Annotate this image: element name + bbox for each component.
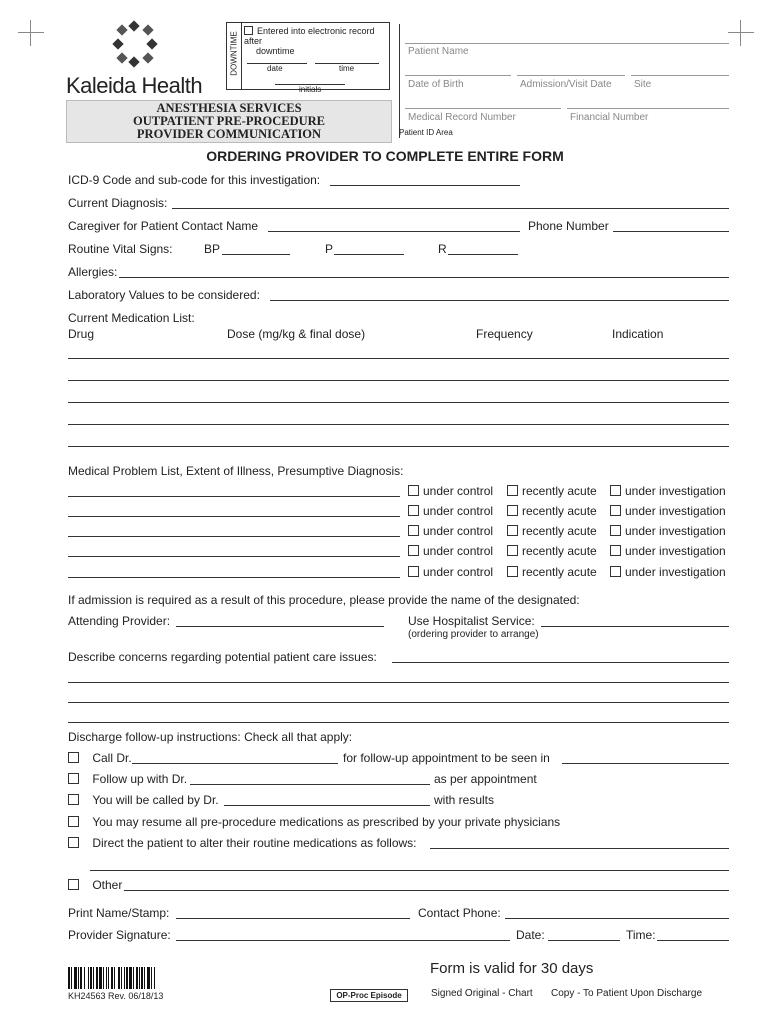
mrn-label: Medical Record Number <box>408 112 516 123</box>
problem-input[interactable] <box>68 496 400 497</box>
downtime-text-2: downtime <box>256 46 295 56</box>
discharge-label: Discharge follow-up instructions: Check all that apply: <box>68 730 353 744</box>
problem-option-checkbox[interactable] <box>507 545 518 556</box>
problem-input[interactable] <box>68 556 400 557</box>
concerns-label: Describe concerns regarding potential patient care issues: <box>68 650 377 664</box>
signature-label: Provider Signature: <box>68 928 171 942</box>
site-label: Site <box>634 79 652 90</box>
problem-option-label: recently acute <box>522 544 597 558</box>
allergies-label: Allergies: <box>68 265 118 279</box>
signature-input[interactable] <box>176 940 510 941</box>
form-title-box <box>66 100 392 143</box>
direct-label: Direct the patient to alter their routine medications as follows: <box>92 836 417 850</box>
dob-line[interactable] <box>405 75 511 76</box>
site-line[interactable] <box>631 75 729 76</box>
print-name-label: Print Name/Stamp: <box>68 906 170 920</box>
problem-option-label: under control <box>423 544 494 558</box>
icd9-label: ICD-9 Code and sub-code for this investigation: <box>68 173 321 187</box>
problem-option <box>408 565 493 579</box>
labs-input[interactable] <box>270 300 729 301</box>
problem-option-label: recently acute <box>522 504 597 518</box>
labs-label: Laboratory Values to be considered: <box>68 288 260 302</box>
dob-label: Date of Birth <box>408 79 464 90</box>
main-heading: ORDERING PROVIDER TO COMPLETE ENTIRE FORM <box>206 148 564 164</box>
other-row <box>68 878 122 892</box>
contact-phone-input[interactable] <box>505 918 729 919</box>
problem-option-label: under investigation <box>625 524 726 538</box>
direct-input[interactable] <box>430 848 729 849</box>
date-label: Date: <box>516 928 545 942</box>
icd9-input[interactable] <box>330 185 520 186</box>
valid-notice: Form is valid for 30 days <box>430 960 594 977</box>
med-col-drug: Drug <box>68 327 95 341</box>
bp-label: BP <box>204 242 221 256</box>
problem-option-label: under investigation <box>625 544 726 558</box>
vitals-label: Routine Vital Signs: <box>68 242 173 256</box>
problem-input[interactable] <box>68 577 400 578</box>
problem-option-checkbox[interactable] <box>610 525 621 536</box>
diagnosis-label: Current Diagnosis: <box>68 196 168 210</box>
direct-line[interactable] <box>90 870 729 871</box>
follow-dr-input[interactable] <box>190 784 430 785</box>
concerns-input[interactable] <box>392 662 729 663</box>
mrn-line[interactable] <box>405 108 561 109</box>
direct-row <box>68 836 417 850</box>
follow-dr-label: Follow up with Dr. <box>92 772 188 786</box>
problem-option-checkbox[interactable] <box>610 505 621 516</box>
downtime-label: DOWNTIME <box>229 31 239 76</box>
problem-option-checkbox[interactable] <box>610 566 621 577</box>
problem-option-checkbox[interactable] <box>507 505 518 516</box>
problem-option-label: under investigation <box>625 565 726 579</box>
med-list-label: Current Medication List: <box>68 311 195 325</box>
admission-line[interactable] <box>517 75 625 76</box>
form-title-line1: ANESTHESIA SERVICES <box>156 101 302 115</box>
form-title-line3: PROVIDER COMMUNICATION <box>136 127 322 141</box>
registration-mark-left <box>18 20 44 46</box>
concerns-line[interactable] <box>68 722 729 723</box>
patient-name-label: Patient Name <box>408 46 469 57</box>
called-by-input[interactable] <box>224 805 430 806</box>
kaleida-logo-icon <box>110 22 162 70</box>
hospitalist-label: Use Hospitalist Service: <box>408 614 535 628</box>
problem-option-checkbox[interactable] <box>507 525 518 536</box>
copy-note: Copy - To Patient Upon Discharge <box>551 988 703 999</box>
phone-label: Phone Number <box>528 219 609 233</box>
date-input[interactable] <box>548 940 620 941</box>
problem-option-checkbox[interactable] <box>610 485 621 496</box>
financial-label: Financial Number <box>570 112 649 123</box>
caregiver-label: Caregiver for Patient Contact Name <box>68 219 259 233</box>
other-input[interactable] <box>124 890 729 891</box>
follow-dr-checkbox[interactable] <box>68 773 79 784</box>
problem-option-label: under control <box>423 504 494 518</box>
med-col-dose: Dose (mg/kg & final dose) <box>227 327 366 341</box>
downtime-text-1: Entered into electronic record after <box>244 26 375 46</box>
admission-label: Admission/Visit Date <box>520 79 612 90</box>
problem-option-label: under control <box>423 565 494 579</box>
call-dr-appointment-input[interactable] <box>562 763 729 764</box>
problem-option-checkbox[interactable] <box>408 485 419 496</box>
phone-input[interactable] <box>613 231 729 232</box>
problem-input[interactable] <box>68 516 400 517</box>
problem-option <box>408 524 493 538</box>
problem-list-label: Medical Problem List, Extent of Illness, Presumptive Diagnosis: <box>68 464 404 478</box>
downtime-checkbox[interactable] <box>244 26 253 35</box>
problem-option-checkbox[interactable] <box>408 566 419 577</box>
episode-box: OP-Proc Episode <box>330 989 408 1002</box>
call-dr-label: Call Dr. <box>92 751 132 765</box>
problem-option <box>507 484 597 498</box>
problem-option <box>610 524 726 538</box>
problem-option-checkbox[interactable] <box>408 525 419 536</box>
call-dr-input[interactable] <box>132 763 338 764</box>
resp-label: R <box>438 242 447 256</box>
problem-option-checkbox[interactable] <box>610 545 621 556</box>
concerns-line[interactable] <box>68 702 729 703</box>
print-name-input[interactable] <box>176 918 410 919</box>
resume-label: You may resume all pre-procedure medications as prescribed by your private physicians <box>92 815 561 829</box>
form-title-line2: OUTPATIENT PRE-PROCEDURE <box>132 114 326 128</box>
hospitalist-input[interactable] <box>541 626 729 627</box>
called-by-label: You will be called by Dr. <box>92 793 219 807</box>
problem-option <box>610 504 726 518</box>
downtime-box <box>226 22 390 94</box>
contact-phone-label: Contact Phone: <box>418 906 501 920</box>
problem-option <box>610 544 726 558</box>
downtime-date-label: date <box>267 64 283 73</box>
patient-name-line[interactable] <box>405 43 729 44</box>
attending-input[interactable] <box>176 626 384 627</box>
follow-dr-tail: as per appointment <box>434 772 537 786</box>
med-col-indication: Indication <box>612 327 664 341</box>
problem-option-checkbox[interactable] <box>507 566 518 577</box>
brand-name: Kaleida Health <box>66 73 203 98</box>
med-row-line[interactable] <box>68 380 729 381</box>
time-input[interactable] <box>657 940 729 941</box>
pulse-label: P <box>325 242 334 256</box>
follow-dr-row <box>68 772 187 786</box>
problem-option-label: under control <box>423 484 494 498</box>
problem-option-label: recently acute <box>522 484 597 498</box>
downtime-time-label: time <box>339 64 355 73</box>
med-row-line[interactable] <box>68 402 729 403</box>
problem-option <box>507 504 597 518</box>
problem-option <box>408 544 493 558</box>
problem-option <box>507 544 597 558</box>
problem-input[interactable] <box>68 536 400 537</box>
problem-option <box>507 565 597 579</box>
call-dr-row <box>68 751 132 765</box>
problem-option <box>507 524 597 538</box>
problem-option <box>408 504 493 518</box>
time-label: Time: <box>626 928 656 942</box>
called-by-row <box>68 793 219 807</box>
other-checkbox[interactable] <box>68 879 79 890</box>
patient-id-area-label: Patient ID Area <box>399 128 453 137</box>
resume-row <box>68 815 560 829</box>
problem-option-label: under investigation <box>625 484 726 498</box>
called-by-checkbox[interactable] <box>68 794 79 805</box>
problem-option <box>408 484 493 498</box>
problem-option-checkbox[interactable] <box>408 505 419 516</box>
diagnosis-input[interactable] <box>172 208 729 209</box>
med-row-line[interactable] <box>68 446 729 447</box>
downtime-initials-label: initials <box>299 85 322 94</box>
allergies-input[interactable] <box>119 277 729 278</box>
problem-option <box>610 565 726 579</box>
called-by-tail: with results <box>434 793 495 807</box>
financial-line[interactable] <box>567 108 729 109</box>
problem-option-checkbox[interactable] <box>507 485 518 496</box>
call-dr-checkbox[interactable] <box>68 752 79 763</box>
med-row-line[interactable] <box>68 358 729 359</box>
registration-mark-right <box>728 20 754 46</box>
call-dr-tail: for follow-up appointment to be seen in <box>343 751 550 765</box>
med-col-frequency: Frequency <box>476 327 533 341</box>
bp-input[interactable] <box>222 254 290 255</box>
med-row-line[interactable] <box>68 424 729 425</box>
pulse-input[interactable] <box>334 254 404 255</box>
form-code: KH24563 Rev. 06/18/13 <box>68 991 164 1001</box>
direct-checkbox[interactable] <box>68 837 79 848</box>
problem-option-label: under investigation <box>625 504 726 518</box>
resp-input[interactable] <box>448 254 518 255</box>
problem-option-checkbox[interactable] <box>408 545 419 556</box>
problem-option-label: under control <box>423 524 494 538</box>
attending-label: Attending Provider: <box>68 614 171 628</box>
barcode-icon <box>68 967 208 989</box>
concerns-line[interactable] <box>68 682 729 683</box>
problem-option <box>610 484 726 498</box>
hospitalist-note: (ordering provider to arrange) <box>408 629 539 640</box>
admission-text: If admission is required as a result of this procedure, please provide the name of the designated: <box>68 593 580 607</box>
patient-id-divider <box>399 24 400 138</box>
signed-original: Signed Original - Chart <box>431 988 533 999</box>
problem-option-label: recently acute <box>522 524 597 538</box>
other-label: Other <box>92 878 123 892</box>
resume-checkbox[interactable] <box>68 816 79 827</box>
caregiver-input[interactable] <box>268 231 520 232</box>
problem-option-label: recently acute <box>522 565 597 579</box>
